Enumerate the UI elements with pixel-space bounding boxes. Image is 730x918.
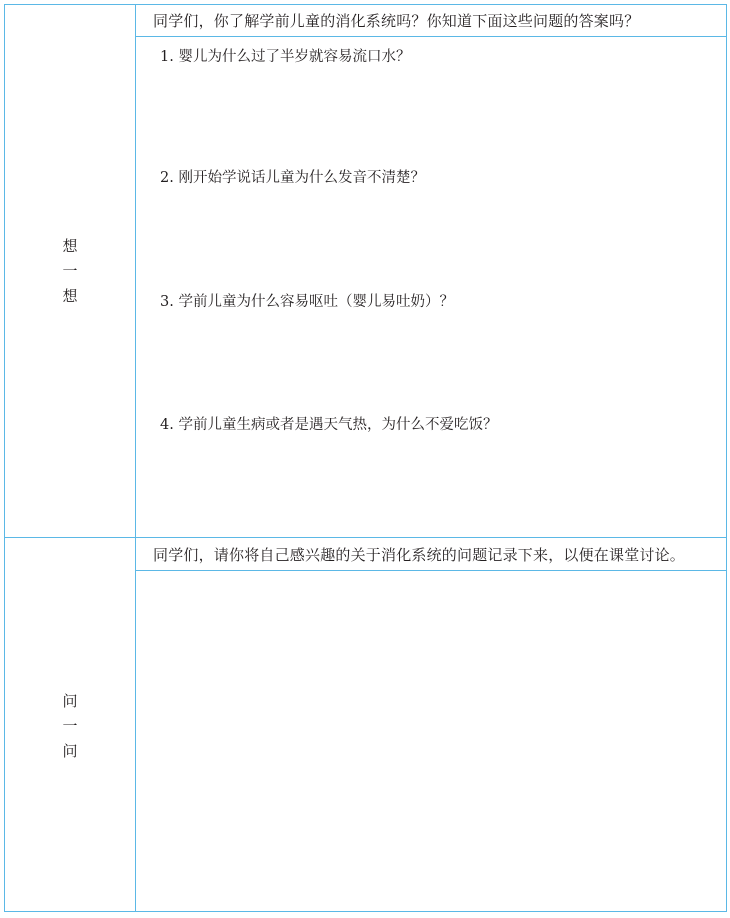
ask-section-label (5, 689, 135, 764)
think-label-char-2: 一 (62, 262, 78, 280)
question-3: 3. 学前儿童为什么容易呕吐（婴儿易吐奶）？ (160, 294, 454, 310)
question-4: 4. 学前儿童生病或者是遇天气热，为什么不爱吃饭？ (160, 417, 498, 433)
question-1: 1. 婴儿为什么过了半岁就容易流口水？ (160, 49, 411, 65)
section-divider (5, 537, 726, 538)
question-2: 2. 刚开始学说话儿童为什么发音不清楚？ (160, 170, 425, 186)
ask-label-char-3: 问 (62, 742, 78, 760)
ask-prompt: 同学们，请你将自己感兴趣的关于消化系统的问题记录下来，以便在课堂讨论。 (153, 546, 686, 564)
ask-label-char-2: 一 (62, 717, 78, 735)
think-section-label (5, 234, 135, 309)
answer-writing-area[interactable] (136, 571, 726, 911)
think-prompt: 同学们，你了解学前儿童的消化系统吗？你知道下面这些问题的答案吗？ (153, 12, 640, 30)
ask-label-char-1: 问 (62, 692, 78, 710)
think-label-char-1: 想 (62, 237, 78, 255)
think-label-char-3: 想 (62, 287, 78, 305)
think-prompt-divider (135, 36, 726, 37)
